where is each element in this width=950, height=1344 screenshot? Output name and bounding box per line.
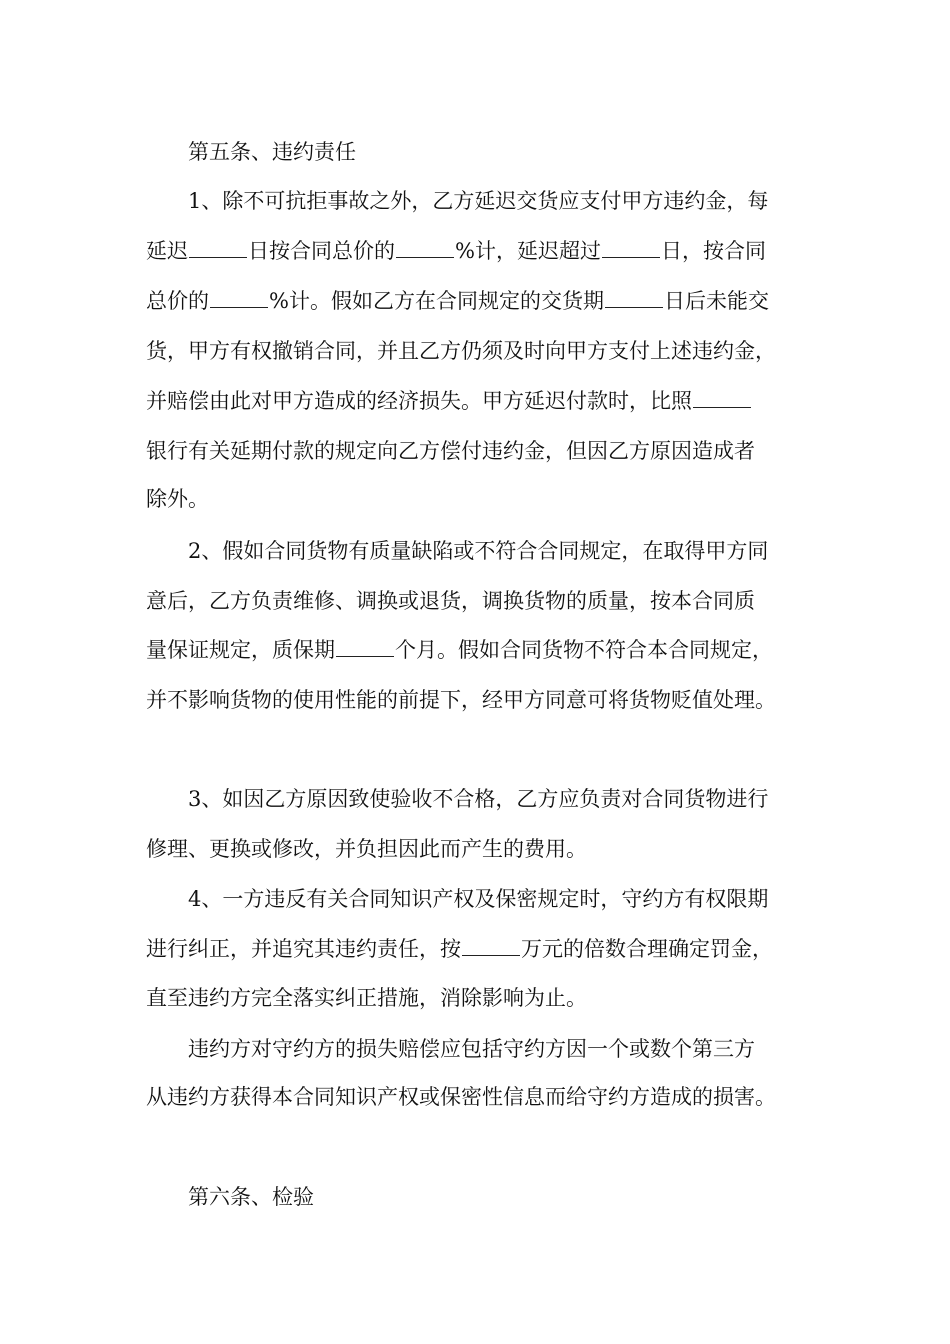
- article-6-heading: 第六条、检验: [188, 1185, 314, 1209]
- fill-blank: [396, 237, 454, 258]
- clause-3-line-2: 修理、更换或修改，并负担因此而产生的费用。: [146, 837, 587, 861]
- clause-1-line-5: 并赔偿由此对甲方造成的经济损失。甲方延迟付款时，比照: [146, 386, 826, 416]
- clause-2-line-4: 并不影响货物的使用性能的前提下，经甲方同意可将货物贬值处理。: [146, 688, 776, 712]
- clause-4-line-3: 直至违约方完全落实纠正措施，消除影响为止。: [146, 986, 587, 1010]
- fill-blank: [693, 387, 751, 408]
- clause-3-line-1: 3、如因乙方原因致使验收不合格，乙方应负责对合同货物进行: [188, 787, 769, 811]
- clause-2-line-2: 意后，乙方负责维修、调换或退货，调换货物的质量，按本合同质: [146, 589, 755, 613]
- clause-1-line-4: 货，甲方有权撤销合同，并且乙方仍须及时向甲方支付上述违约金，: [146, 339, 776, 363]
- fill-blank: [210, 287, 268, 308]
- clause-1-line-6: 银行有关延期付款的规定向乙方偿付违约金，但因乙方原因造成者: [146, 439, 755, 463]
- clause-4-line-1: 4、一方违反有关合同知识产权及保密规定时，守约方有权限期: [188, 887, 769, 911]
- article-5-heading: 第五条、违约责任: [188, 140, 356, 164]
- clause-2-line-3: 量保证规定，质保期 个月。假如合同货物不符合本合同规定，: [146, 638, 773, 662]
- fill-blank: [462, 935, 520, 956]
- clause-1-line-7: 除外。: [146, 487, 209, 511]
- fill-blank: [336, 636, 394, 657]
- clause-2-line-1: 2、假如合同货物有质量缺陷或不符合合同规定，在取得甲方同: [188, 539, 769, 563]
- clause-1-line-2: 延迟 日按合同总价的 %计，延迟超过 日，按合同: [146, 239, 766, 263]
- fill-blank: [602, 237, 660, 258]
- fill-blank: [189, 237, 247, 258]
- compensation-line-1: 违约方对守约方的损失赔偿应包括守约方因一个或数个第三方: [188, 1037, 755, 1061]
- clause-1-line-1: 1、除不可抗拒事故之外，乙方延迟交货应支付甲方违约金，每: [188, 189, 769, 213]
- fill-blank: [605, 287, 663, 308]
- compensation-line-2: 从违约方获得本合同知识产权或保密性信息而给守约方造成的损害。: [146, 1085, 776, 1109]
- clause-4-line-2: 进行纠正，并追究其违约责任，按 万元的倍数合理确定罚金，: [146, 937, 773, 961]
- clause-1-line-3: 总价的 %计。假如乙方在合同规定的交货期 日后未能交: [146, 289, 769, 313]
